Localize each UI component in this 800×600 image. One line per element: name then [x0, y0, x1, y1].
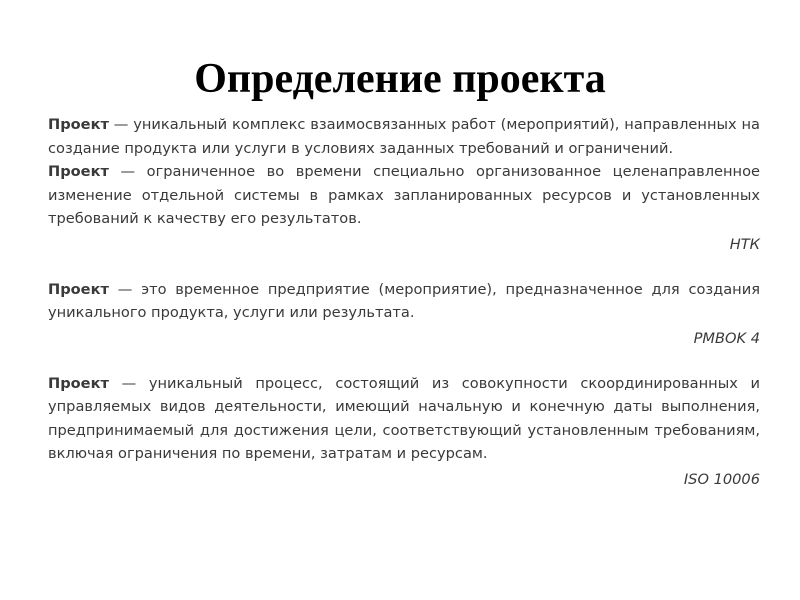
definition-1: [48, 113, 760, 160]
definition-source: НТК: [729, 235, 760, 253]
spacer: [48, 350, 760, 372]
definition-4: [48, 372, 760, 466]
definition-term: Проект: [48, 374, 109, 392]
spacer: [48, 256, 760, 278]
definition-source: PMBOK 4: [693, 329, 760, 347]
definition-text: — уникальный комплекс взаимосвязанных работ (мероприятий), направленных на создание продукта или услуги в условиях заданных требований и ограничений.: [48, 116, 760, 157]
definition-term: Проект: [48, 163, 109, 180]
definition-source: ISO 10006: [683, 470, 760, 488]
definition-term: Проект: [48, 280, 109, 298]
definition-text: — это временное предприятие (мероприятие), предназначенное для создания уникального продукта, услуги или результата.: [48, 280, 760, 321]
definition-2: [48, 160, 760, 231]
definition-term: Проект: [48, 116, 109, 133]
definition-text: — уникальный процесс, состоящий из совокупности скоординированных и управляемых видов деятельности, имеющий начальную и конечную даты выполнения, предпринимаемый для достижения цели, соответствующий установленным требованиям, включая ограничения по времени, затратам и ресурсам.: [48, 374, 760, 462]
page-title: Определение проекта: [194, 56, 606, 102]
definition-text: — ограниченное во времени специально организованное целенаправленное изменение отдельной системы в рамках запланированных ресурсов и установленных требований к качеству его результатов.: [48, 163, 760, 227]
definitions-block: [48, 113, 760, 491]
definition-3: [48, 278, 760, 325]
